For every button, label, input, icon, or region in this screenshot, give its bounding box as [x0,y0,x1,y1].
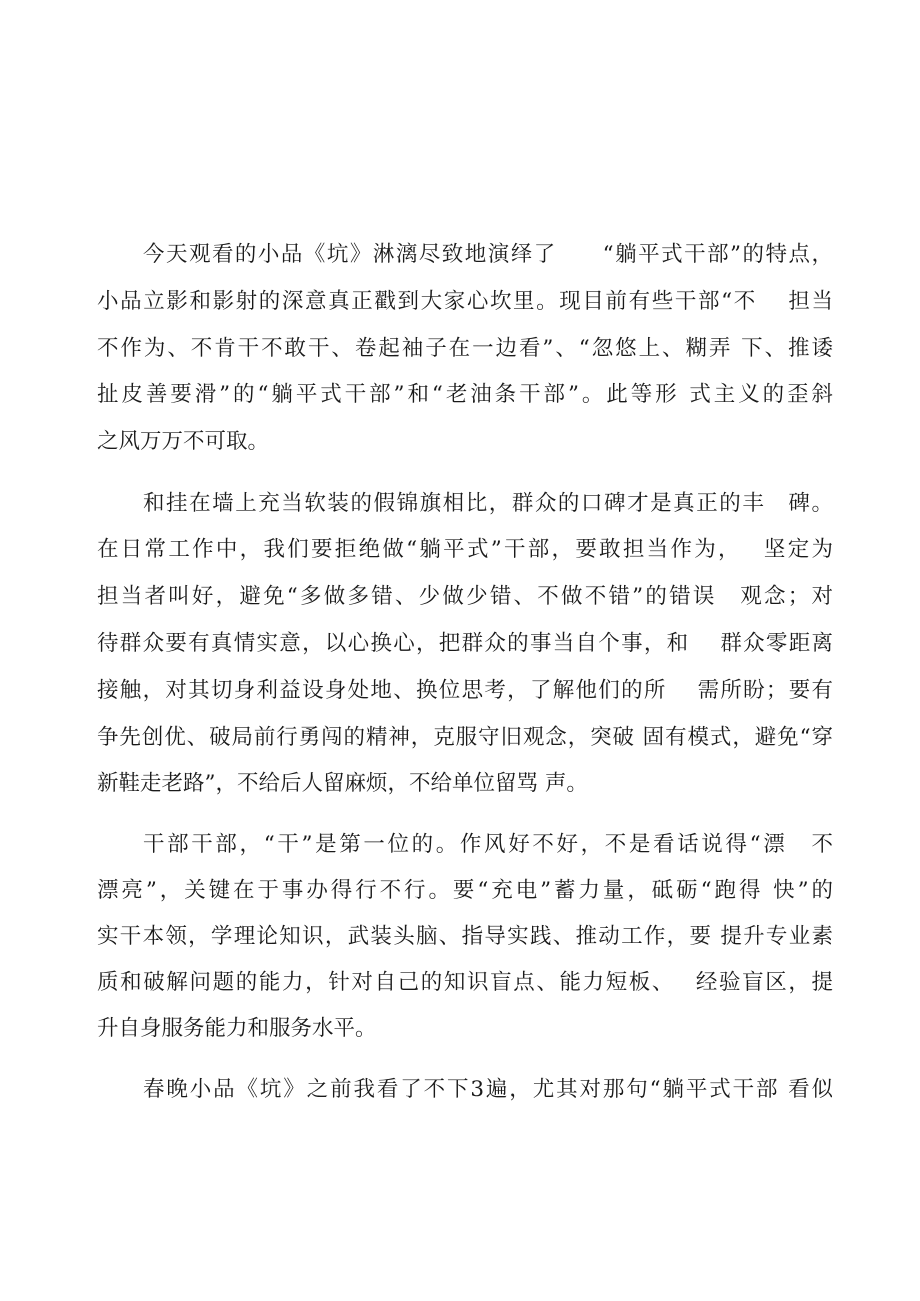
text-line: 接触，对其切身利益设身处地、换位思考，了解他们的所 需所盼；要有 [97,678,833,703]
text-line: 漂亮”，关键在于事办得行不行。要“充电”蓄力量，砥砺“跑得 快”的 [97,878,833,903]
text-line: 新鞋走老路”，不给后人留麻烦，不给单位留骂 声。 [97,771,588,796]
text-line: 质和破解问题的能力，针对自己的知识盲点、能力短板、 经验盲区，提 [97,970,833,995]
text-line: 春晚小品《坑》之前我看了不下3遍，尤其对那句“躺平式干部 看似 [143,1077,833,1102]
text-line: 之风万万不可取。 [97,429,270,454]
text-line: 担当者叫好，避免“多做多错、少做少错、不做不错”的错误 观念；对 [97,584,833,609]
text-line: 和挂在墙上充当软装的假锦旗相比，群众的口碑才是真正的丰 碑。 [143,491,833,516]
text-line: 今天观看的小品《坑》淋漓尽致地演绎了 “躺平式干部”的特点， [143,242,833,267]
text-line: 在日常工作中，我们要拒绝做“躺平式”干部，要敢担当作为， 坚定为 [97,537,833,562]
text-line: 扯皮善要滑”的“躺平式干部”和“老油条干部”。此等形 式主义的歪斜 [97,382,833,407]
text-line: 升自身服务能力和服务水平。 [97,1016,377,1041]
text-line: 小品立影和影射的深意真正戳到大家心坎里。现目前有些干部“不 担当 [97,289,833,314]
text-line: 待群众要有真情实意，以心换心，把群众的事当自个事，和 群众零距离 [97,631,833,656]
text-line: 不作为、不肯干不敢干、卷起袖子在一边看”、“忽悠上、糊弄 下、推诿 [97,336,833,361]
text-line: 争先创优、破局前行勇闯的精神，克服守旧观念，突破 固有模式，避免“穿 [97,725,833,750]
text-line: 实干本领，学理论知识，武装头脑、指导实践、推动工作，要 提升专业素 [97,924,833,949]
text-line: 干部干部，“干”是第一位的。作风好不好，不是看话说得“漂 不 [143,832,833,857]
